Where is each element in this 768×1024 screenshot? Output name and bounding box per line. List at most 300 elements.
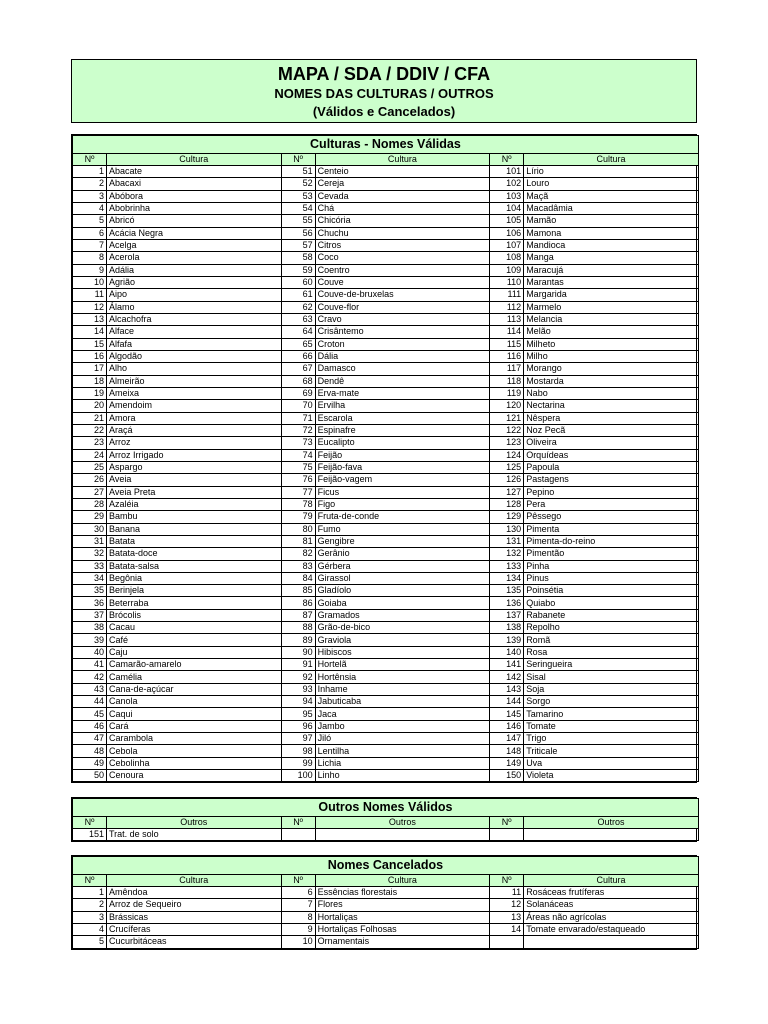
entry-name: Amêndoa	[107, 887, 282, 899]
entry-name: Chuchu	[315, 227, 490, 239]
table-row	[73, 829, 699, 841]
document-subtitle: NOMES DAS CULTURAS / OUTROS	[274, 86, 494, 101]
column-header-name: Cultura	[315, 875, 490, 887]
entry-number: 56	[281, 227, 315, 239]
entry-number: 33	[73, 560, 107, 572]
column-header-number: Nº	[73, 154, 107, 166]
entry-number: 12	[490, 899, 524, 911]
entry-number: 3	[73, 911, 107, 923]
entry-name: Lichia	[315, 757, 490, 769]
entry-name: Rosáceas frutíferas	[524, 887, 699, 899]
entry-number: 134	[490, 572, 524, 584]
table-row	[73, 745, 699, 757]
entry-number: 19	[73, 387, 107, 399]
entry-number: 107	[490, 239, 524, 251]
entry-number: 136	[490, 597, 524, 609]
entry-number: 84	[281, 572, 315, 584]
entry-number: 148	[490, 745, 524, 757]
entry-number: 14	[73, 326, 107, 338]
entry-number: 128	[490, 498, 524, 510]
entry-name: Coentro	[315, 264, 490, 276]
table-row	[73, 326, 699, 338]
entry-number	[490, 936, 524, 948]
entry-name: Feijão	[315, 449, 490, 461]
table-row	[73, 622, 699, 634]
entry-number: 150	[490, 770, 524, 782]
entry-name: Arroz de Sequeiro	[107, 899, 282, 911]
entry-name: Gengibre	[315, 535, 490, 547]
entry-number: 11	[490, 887, 524, 899]
entry-name: Batata-salsa	[107, 560, 282, 572]
entry-name: Hibiscos	[315, 646, 490, 658]
entry-number: 132	[490, 548, 524, 560]
entry-number: 7	[73, 239, 107, 251]
entry-name: Macadâmia	[524, 202, 699, 214]
table-row	[73, 585, 699, 597]
entry-number: 110	[490, 276, 524, 288]
entry-name: Melancia	[524, 313, 699, 325]
entry-name: Mamão	[524, 215, 699, 227]
entry-number: 47	[73, 733, 107, 745]
entry-name: Fruta-de-conde	[315, 511, 490, 523]
table-row	[73, 486, 699, 498]
entry-number: 146	[490, 720, 524, 732]
entry-number: 63	[281, 313, 315, 325]
table-row	[73, 449, 699, 461]
entry-number: 24	[73, 449, 107, 461]
table-row	[73, 720, 699, 732]
section-title: Nomes Cancelados	[73, 857, 699, 875]
entry-name: Mamona	[524, 227, 699, 239]
entry-name: Café	[107, 634, 282, 646]
entry-name: Aveia Preta	[107, 486, 282, 498]
entry-number: 6	[73, 227, 107, 239]
entry-number: 6	[281, 887, 315, 899]
entry-number	[281, 829, 315, 841]
entry-number: 68	[281, 375, 315, 387]
entry-number: 142	[490, 671, 524, 683]
entry-name: Jabuticaba	[315, 696, 490, 708]
entry-number: 75	[281, 461, 315, 473]
entry-name: Berinjela	[107, 585, 282, 597]
entry-number: 114	[490, 326, 524, 338]
entry-number: 5	[73, 936, 107, 948]
entry-number: 97	[281, 733, 315, 745]
entry-name: Brássicas	[107, 911, 282, 923]
entry-name: Amendoim	[107, 400, 282, 412]
entry-name: Cebola	[107, 745, 282, 757]
entry-name: Nêspera	[524, 412, 699, 424]
section-title: Outros Nomes Válidos	[73, 799, 699, 817]
entry-number: 86	[281, 597, 315, 609]
entry-name: Lírio	[524, 166, 699, 178]
entry-name: Beterraba	[107, 597, 282, 609]
entry-name: Noz Pecã	[524, 424, 699, 436]
entry-number: 145	[490, 708, 524, 720]
entry-name: Cacau	[107, 622, 282, 634]
entry-name: Canola	[107, 696, 282, 708]
entry-name: Oliveira	[524, 437, 699, 449]
table-row	[73, 733, 699, 745]
entry-name: Hortelã	[315, 659, 490, 671]
table-row	[73, 609, 699, 621]
table-row	[73, 400, 699, 412]
entry-name: Ficus	[315, 486, 490, 498]
entry-name: Louro	[524, 178, 699, 190]
entry-name: Camarão-amarelo	[107, 659, 282, 671]
table-row	[73, 190, 699, 202]
entry-name	[524, 829, 699, 841]
column-header-number: Nº	[490, 875, 524, 887]
entry-name: Hortaliças	[315, 911, 490, 923]
entry-name: Jaca	[315, 708, 490, 720]
entry-name: Dália	[315, 350, 490, 362]
entry-number: 140	[490, 646, 524, 658]
entry-number: 20	[73, 400, 107, 412]
entry-name: Triticale	[524, 745, 699, 757]
table-row	[73, 289, 699, 301]
entry-number: 117	[490, 363, 524, 375]
entry-name: Jiló	[315, 733, 490, 745]
entry-number: 5	[73, 215, 107, 227]
entry-number: 138	[490, 622, 524, 634]
entry-name: Repolho	[524, 622, 699, 634]
column-header-name: Outros	[107, 817, 282, 829]
entry-number: 94	[281, 696, 315, 708]
entry-number: 2	[73, 899, 107, 911]
column-header-number: Nº	[490, 817, 524, 829]
entry-number: 29	[73, 511, 107, 523]
entry-number: 11	[73, 289, 107, 301]
entry-number: 74	[281, 449, 315, 461]
entry-name: Cana-de-açúcar	[107, 683, 282, 695]
entry-name: Erva-mate	[315, 387, 490, 399]
entry-number: 73	[281, 437, 315, 449]
entry-name: Áreas não agrícolas	[524, 911, 699, 923]
entry-number: 149	[490, 757, 524, 769]
entry-name: Caqui	[107, 708, 282, 720]
entry-name: Maçã	[524, 190, 699, 202]
entry-number: 4	[73, 202, 107, 214]
entry-name: Abóbora	[107, 190, 282, 202]
table-row	[73, 708, 699, 720]
table-row	[73, 572, 699, 584]
entry-number: 103	[490, 190, 524, 202]
entry-name: Milho	[524, 350, 699, 362]
entry-name	[524, 936, 699, 948]
entry-name: Gramados	[315, 609, 490, 621]
entry-name: Damasco	[315, 363, 490, 375]
table-row	[73, 634, 699, 646]
entry-number: 42	[73, 671, 107, 683]
entry-name: Melão	[524, 326, 699, 338]
entry-number: 121	[490, 412, 524, 424]
entry-name: Hortênsia	[315, 671, 490, 683]
entry-name: Araçá	[107, 424, 282, 436]
table-row	[73, 313, 699, 325]
table-row	[73, 770, 699, 782]
entry-number: 101	[490, 166, 524, 178]
table-row	[73, 936, 699, 948]
section-other-valid-names	[71, 797, 697, 842]
entry-name: Abobrinha	[107, 202, 282, 214]
entry-number: 71	[281, 412, 315, 424]
entry-number: 50	[73, 770, 107, 782]
table-row	[73, 597, 699, 609]
entry-name: Pêssego	[524, 511, 699, 523]
entry-name: Acelga	[107, 239, 282, 251]
entry-name: Gérbera	[315, 560, 490, 572]
entry-name: Pera	[524, 498, 699, 510]
entry-number: 2	[73, 178, 107, 190]
entry-name: Margarida	[524, 289, 699, 301]
entry-name: Tomate envarado/estaqueado	[524, 923, 699, 935]
entry-name: Soja	[524, 683, 699, 695]
entry-number: 14	[490, 923, 524, 935]
table-row	[73, 166, 699, 178]
entry-number: 26	[73, 474, 107, 486]
entry-name: Orquídeas	[524, 449, 699, 461]
table-row	[73, 338, 699, 350]
names-table	[72, 798, 699, 841]
entry-number: 102	[490, 178, 524, 190]
entry-number: 40	[73, 646, 107, 658]
table-row	[73, 276, 699, 288]
entry-number: 55	[281, 215, 315, 227]
entry-number: 92	[281, 671, 315, 683]
entry-number: 111	[490, 289, 524, 301]
entry-number: 34	[73, 572, 107, 584]
section-title: Culturas - Nomes Válidas	[73, 136, 699, 154]
entry-name: Aspargo	[107, 461, 282, 473]
table-row	[73, 671, 699, 683]
entry-number: 23	[73, 437, 107, 449]
entry-name: Acácia Negra	[107, 227, 282, 239]
entry-number: 54	[281, 202, 315, 214]
entry-number: 89	[281, 634, 315, 646]
table-row	[73, 757, 699, 769]
entry-name: Crisântemo	[315, 326, 490, 338]
entry-name: Rabanete	[524, 609, 699, 621]
entry-number: 64	[281, 326, 315, 338]
entry-number: 127	[490, 486, 524, 498]
entry-number: 143	[490, 683, 524, 695]
entry-name: Gerânio	[315, 548, 490, 560]
entry-name: Chá	[315, 202, 490, 214]
table-row	[73, 227, 699, 239]
entry-number: 147	[490, 733, 524, 745]
entry-number: 27	[73, 486, 107, 498]
table-row	[73, 696, 699, 708]
entry-name: Mostarda	[524, 375, 699, 387]
entry-number: 98	[281, 745, 315, 757]
column-header-number: Nº	[281, 817, 315, 829]
table-row	[73, 215, 699, 227]
table-row	[73, 535, 699, 547]
entry-number: 35	[73, 585, 107, 597]
entry-name: Jambo	[315, 720, 490, 732]
entry-name: Trat. de solo	[107, 829, 282, 841]
entry-name: Alho	[107, 363, 282, 375]
table-row	[73, 461, 699, 473]
entry-number: 31	[73, 535, 107, 547]
entry-name: Escarola	[315, 412, 490, 424]
entry-number: 9	[281, 923, 315, 935]
entry-number: 129	[490, 511, 524, 523]
entry-number: 77	[281, 486, 315, 498]
entry-number: 95	[281, 708, 315, 720]
entry-name: Álamo	[107, 301, 282, 313]
table-row	[73, 252, 699, 264]
section-cancelled-names	[71, 855, 697, 950]
entry-number: 116	[490, 350, 524, 362]
entry-name: Sorgo	[524, 696, 699, 708]
entry-number: 7	[281, 899, 315, 911]
table-row	[73, 387, 699, 399]
column-header-name: Cultura	[524, 875, 699, 887]
entry-number: 80	[281, 523, 315, 535]
entry-name: Inhame	[315, 683, 490, 695]
entry-name: Essências florestais	[315, 887, 490, 899]
entry-name: Feijão-vagem	[315, 474, 490, 486]
entry-name: Couve	[315, 276, 490, 288]
entry-number: 41	[73, 659, 107, 671]
entry-number: 85	[281, 585, 315, 597]
entry-number: 79	[281, 511, 315, 523]
entry-number: 44	[73, 696, 107, 708]
entry-number: 36	[73, 597, 107, 609]
column-header-number: Nº	[73, 817, 107, 829]
entry-number: 137	[490, 609, 524, 621]
entry-number: 1	[73, 887, 107, 899]
table-row	[73, 350, 699, 362]
column-header-name: Outros	[315, 817, 490, 829]
entry-name	[315, 829, 490, 841]
entry-number: 8	[281, 911, 315, 923]
entry-name: Agrião	[107, 276, 282, 288]
entry-name: Rosa	[524, 646, 699, 658]
entry-name: Banana	[107, 523, 282, 535]
column-header-name: Outros	[524, 817, 699, 829]
entry-name: Pastagens	[524, 474, 699, 486]
entry-name: Tomate	[524, 720, 699, 732]
entry-number: 130	[490, 523, 524, 535]
entry-name: Flores	[315, 899, 490, 911]
entry-name: Solanáceas	[524, 899, 699, 911]
entry-name: Nabo	[524, 387, 699, 399]
entry-number: 119	[490, 387, 524, 399]
entry-name: Aveia	[107, 474, 282, 486]
entry-number: 88	[281, 622, 315, 634]
entry-number: 61	[281, 289, 315, 301]
entry-name: Alface	[107, 326, 282, 338]
entry-name: Quiabo	[524, 597, 699, 609]
entry-number: 72	[281, 424, 315, 436]
entry-name: Marmelo	[524, 301, 699, 313]
entry-number: 22	[73, 424, 107, 436]
entry-name: Linho	[315, 770, 490, 782]
entry-name: Dendê	[315, 375, 490, 387]
entry-name: Feijão-fava	[315, 461, 490, 473]
entry-number: 124	[490, 449, 524, 461]
entry-number: 53	[281, 190, 315, 202]
document-header	[71, 59, 697, 123]
table-row	[73, 923, 699, 935]
column-header-name: Cultura	[107, 154, 282, 166]
entry-name: Couve-flor	[315, 301, 490, 313]
table-row	[73, 301, 699, 313]
entry-number: 139	[490, 634, 524, 646]
entry-number: 43	[73, 683, 107, 695]
entry-name: Pimenta-do-reino	[524, 535, 699, 547]
entry-name: Uva	[524, 757, 699, 769]
table-row	[73, 548, 699, 560]
table-row	[73, 511, 699, 523]
entry-name: Arroz	[107, 437, 282, 449]
entry-number: 65	[281, 338, 315, 350]
entry-name: Crucíferas	[107, 923, 282, 935]
table-row	[73, 887, 699, 899]
entry-number: 126	[490, 474, 524, 486]
entry-name: Alcachofra	[107, 313, 282, 325]
entry-name: Espinafre	[315, 424, 490, 436]
table-row	[73, 363, 699, 375]
entry-number: 70	[281, 400, 315, 412]
entry-name: Bambu	[107, 511, 282, 523]
entry-number: 120	[490, 400, 524, 412]
entry-name: Ameixa	[107, 387, 282, 399]
entry-number: 51	[281, 166, 315, 178]
entry-name: Cereja	[315, 178, 490, 190]
entry-number: 81	[281, 535, 315, 547]
names-table	[72, 856, 699, 949]
table-row	[73, 498, 699, 510]
entry-name: Cevada	[315, 190, 490, 202]
entry-number: 91	[281, 659, 315, 671]
table-row	[73, 523, 699, 535]
entry-number: 118	[490, 375, 524, 387]
entry-number: 28	[73, 498, 107, 510]
entry-number: 12	[73, 301, 107, 313]
table-row	[73, 474, 699, 486]
entry-name: Azaléia	[107, 498, 282, 510]
table-row	[73, 424, 699, 436]
column-header-name: Cultura	[315, 154, 490, 166]
entry-number: 109	[490, 264, 524, 276]
entry-number: 49	[73, 757, 107, 769]
entry-name: Romã	[524, 634, 699, 646]
entry-name: Eucalipto	[315, 437, 490, 449]
entry-number: 99	[281, 757, 315, 769]
entry-name: Cravo	[315, 313, 490, 325]
entry-name: Ervilha	[315, 400, 490, 412]
entry-name: Pinus	[524, 572, 699, 584]
entry-name: Hortaliças Folhosas	[315, 923, 490, 935]
entry-number: 17	[73, 363, 107, 375]
entry-number: 90	[281, 646, 315, 658]
entry-number: 52	[281, 178, 315, 190]
entry-number: 15	[73, 338, 107, 350]
entry-number: 123	[490, 437, 524, 449]
table-row	[73, 202, 699, 214]
table-row	[73, 646, 699, 658]
entry-name: Sisal	[524, 671, 699, 683]
entry-name: Marantas	[524, 276, 699, 288]
entry-name: Poinsétia	[524, 585, 699, 597]
entry-name: Citros	[315, 239, 490, 251]
entry-number: 112	[490, 301, 524, 313]
entry-number: 32	[73, 548, 107, 560]
